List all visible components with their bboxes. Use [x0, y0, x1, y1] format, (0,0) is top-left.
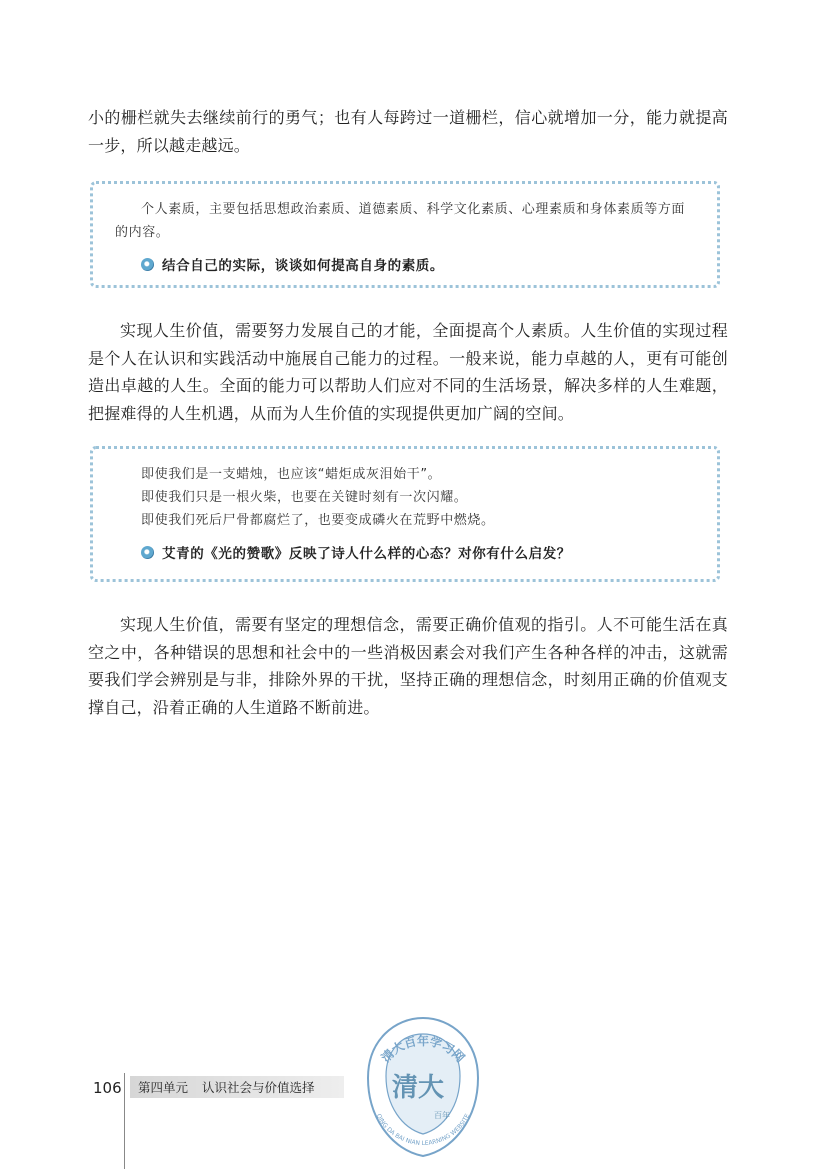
question-bullet-icon — [141, 258, 154, 271]
discussion-question — [115, 542, 695, 562]
watermark-small-text: 百年 — [434, 1111, 450, 1120]
definition-text: 个人素质，主要包括思想政治素质、道德素质、科学文化素质、心理素质和身体素质等方面的内容。 — [115, 202, 686, 240]
paragraph-ability: 实现人生价值，需要努力发展自己的才能，全面提高个人素质。人生价值的实现过程是个人在认识和实践活动中施展自己能力的过程。一般来说，能力卓越的人，更有可能创造出卓越的人生。全面的能力可以帮助人们应对不同的生活场景，解决多样的人生难题，把握难得的人生机遇，从而为人生价值的实现提供更加广阔的空间。 — [88, 321, 728, 423]
paragraph-continued: 小的栅栏就失去继续前行的勇气；也有人每跨过一道栅栏，信心就增加一分，能力就提高一步，所以越走越远。 — [88, 108, 728, 155]
question-text: 结合自己的实际，谈谈如何提高自身的素质。 — [162, 258, 444, 274]
poem-line: 即使我们死后尸骨都腐烂了，也要变成磷火在荒野中燃烧。 — [141, 513, 495, 528]
poem-box — [90, 446, 720, 582]
question-bullet-icon — [141, 546, 154, 559]
watermark-top-text: 清大百年学习网 — [378, 1034, 468, 1066]
watermark-bottom-text: QING DA BAI NIAN LEARNING WEBSITE — [374, 1112, 472, 1148]
definition-box — [90, 181, 720, 288]
unit-title: 认识社会与价值选择 — [202, 1080, 315, 1095]
watermark-logo — [356, 1010, 490, 1160]
unit-label — [130, 1076, 344, 1098]
page-number: 106 — [93, 1079, 122, 1097]
poem-line: 即使我们只是一根火柴，也要在关键时刻有一次闪耀。 — [141, 490, 468, 505]
question-text: 艾青的《光的赞歌》反映了诗人什么样的心态？对你有什么启发？ — [162, 546, 571, 562]
discussion-question — [115, 254, 695, 274]
paragraph-belief: 实现人生价值，需要有坚定的理想信念，需要正确价值观的指引。人不可能生活在真空之中，各种错误的思想和社会中的一些消极因素会对我们产生各种各样的冲击，这就需要我们学会辨别是与非，排除外界的干扰，坚持正确的理想信念，时刻用正确的价值观支撑自己，沿着正确的人生道路不断前进。 — [88, 615, 728, 717]
watermark-center-text: 清大 — [391, 1073, 445, 1103]
poem-line: 即使我们是一支蜡烛，也应该“蜡炬成灰泪始干”。 — [141, 467, 442, 482]
unit-number: 第四单元 — [138, 1080, 189, 1095]
footer-divider — [124, 1073, 125, 1169]
